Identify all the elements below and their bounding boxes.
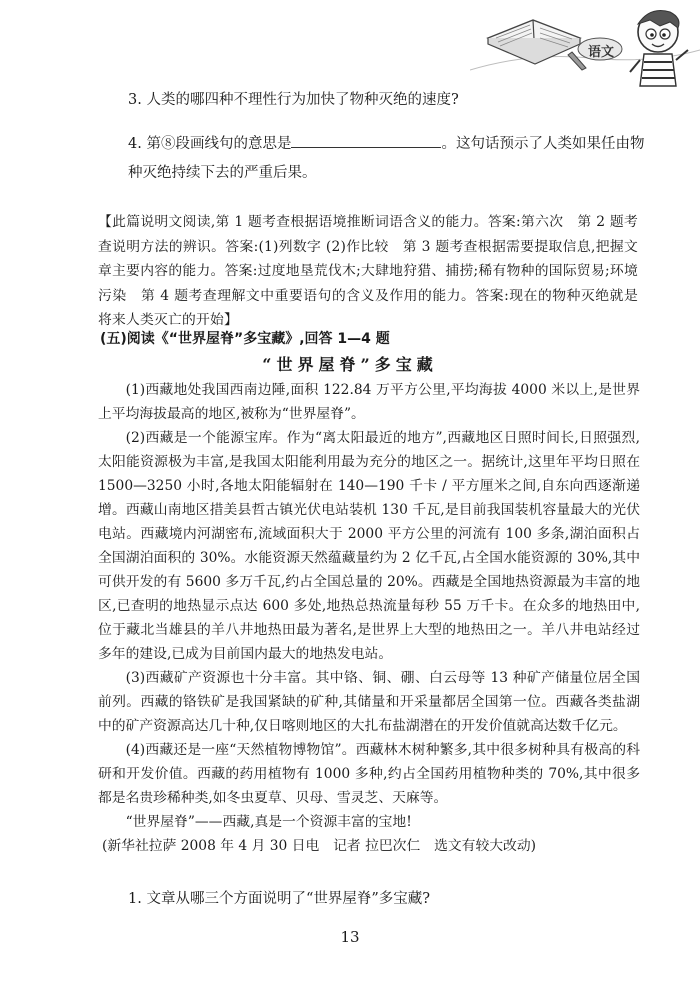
question-4-prefix: 4. 第⑧段画线句的意思是 [128,136,292,152]
paragraph-4: (4)西藏还是一座“天然植物博物馆”。西藏林木树种繁多,其中很多树种具有极高的科研和开发价值。西藏的药用植物有 1000 多种,约占全国药用植物种类的 70%,其中很多都是名贵珍稀种类,如冬虫夏草、贝母、雪灵芝、天麻等。 [98,742,640,806]
question-4 [128,130,648,188]
page-number: 13 [340,928,360,946]
paragraph-1: (1)西藏地处我国西南边陲,面积 122.84 万平方公里,平均海拔 4000 米以上,是世界上平均海拔最高的地区,被称为“世界屋脊”。 [98,382,640,422]
answer-note: 【此篇说明文阅读,第 1 题考查根据语境推断词语含义的能力。答案:第六次 第 2 题考查说明方法的辨识。答案:(1)列数字 (2)作比较 第 3 题考查根据需要提取信息,把握文章主要内容的能力。答案:过度地垦荒伐木;大肆地狩猎、捕捞;稀有物种的国际贸易;环境污染 第 4 题考查理解文中重要语句的含义及作用的能力。答案:现在的物种灭绝就是将来人类灭亡的开始】 [98,214,638,328]
question-3: 3. 人类的哪四种不理性行为加快了物种灭绝的速度? [128,92,459,108]
answer-blank[interactable] [291,131,441,148]
subject-badge: 语文 [588,45,615,60]
paragraph-3: (3)西藏矿产资源也十分丰富。其中铬、铜、硼、白云母等 13 种矿产储量位居全国前列。西藏的铬铁矿是我国紧缺的矿种,其储量和开采量都居全国第一位。西藏各类盐湖中的矿产资源高达几十种,仅日喀则地区的大扎布盐湖潜在的开发价值就高达数千亿元。 [98,670,640,734]
book-and-boy-icon [470,0,700,92]
question-4-suffix: 。这句话预示了人类如果任由物种灭绝持续下去的严重后果。 [128,136,645,181]
header-illustration [470,0,700,92]
paragraph-5: “世界屋脊”——西藏,真是一个资源丰富的宝地! [125,814,412,830]
question-1: 1. 文章从哪三个方面说明了“世界屋脊”多宝藏? [128,891,431,907]
section-heading: (五)阅读《“世界屋脊”多宝藏》,回答 1—4 题 [100,331,390,347]
source-note: (新华社拉萨 2008 年 4 月 30 日电 记者 拉巴次仁 选文有较大改动) [102,838,537,854]
paragraph-2: (2)西藏是一个能源宝库。作为“离太阳最近的地方”,西藏地区日照时间长,日照强烈,太阳能资源极为丰富,是我国太阳能利用最为充分的地区之一。据统计,这里年平均日照在 1500—3250 小时,各地太阳能辐射在 140—190 千卡 / 平方厘米之间,自东向西逐渐递增。西藏山南地区措美县哲古镇光伏电站装机 130 千瓦,是目前我国装机容量最大的光伏电站。西藏境内河湖密布,流域面积大于 2000 平方公里的河流有 100 多条,湖泊面积占全国湖泊面积的 30%。水能资源天然蕴藏量约为 2 亿千瓦,占全国水能资源的 30%,其中可供开发的有 5600 多万千瓦,约占全国总量的 20%。西藏是全国地热资源最为丰富的地区,已查明的地热显示点达 600 多处,地热总热流量每秒 55 万千卡。在众多的地热田中,位于藏北当雄县的羊八井地热田最为著名,是世界上大型的地热田之一。羊八井电站经过多年的建设,已成为目前国内最大的地热发电站。 [98,430,640,662]
article-title: “世界屋脊”多宝藏 [262,355,438,374]
article-body [98,378,640,858]
